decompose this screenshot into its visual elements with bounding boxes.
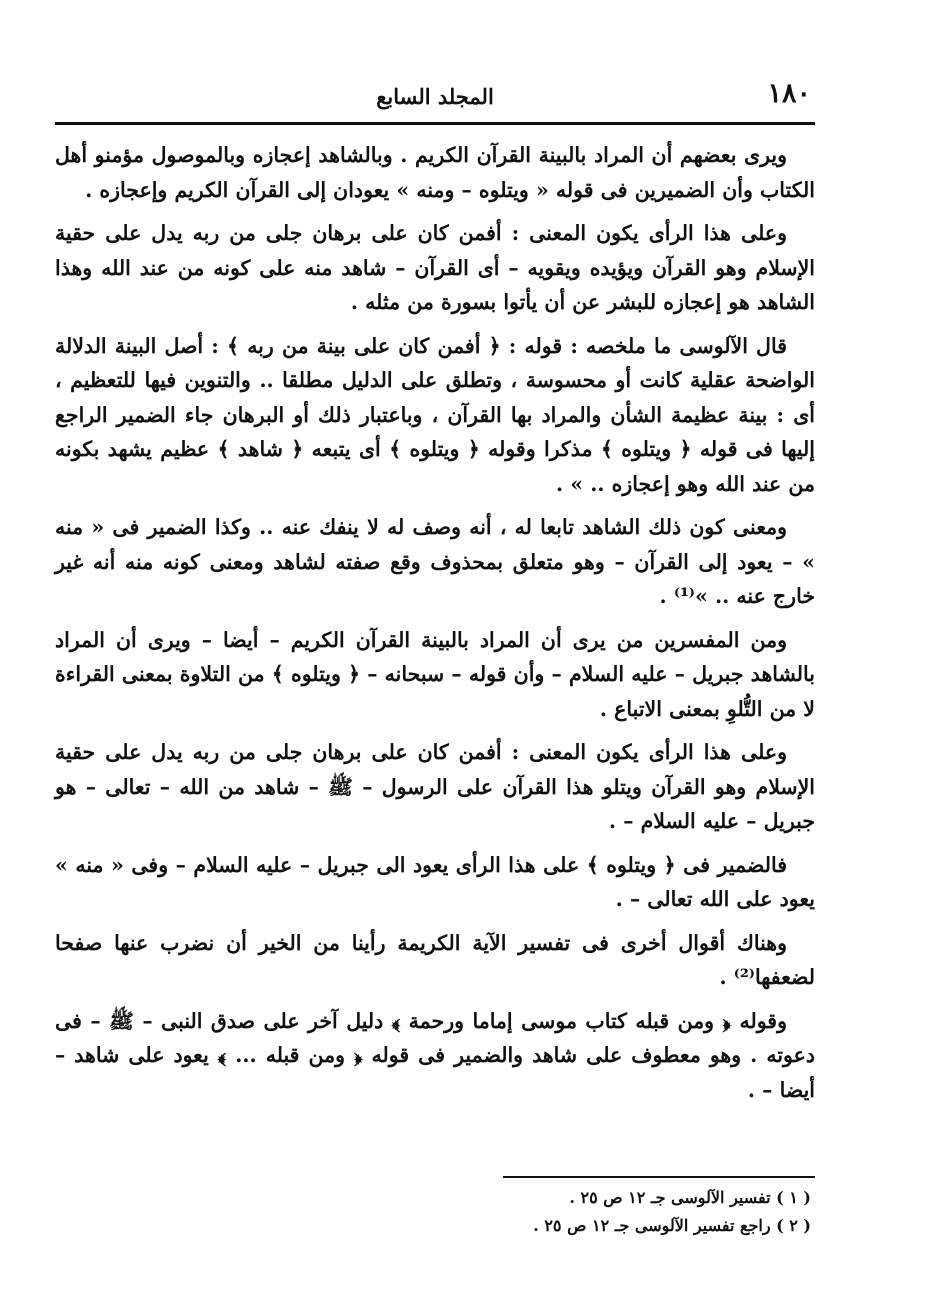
book-page bbox=[55, 0, 815, 1312]
paragraph: ومعنى كون ذلك الشاهد تابعا له ، أنه وصف له لا ينفك عنه .. وكذا الضمير فى « منه » – يعود إلى القرآن – وهو متعلق بمحذوف وقع صفته لشاهد ومعنى كونه منه أنه غير خارج عنه .. »⁽¹⁾ . bbox=[55, 515, 815, 608]
footnotes bbox=[55, 1184, 815, 1240]
paragraph: وعلى هذا الرأى يكون المعنى : أفمن كان على برهان جلى من ربه يدل على حقية الإسلام وهو القرآن ويتلو هذا القرآن على الرسول – ﷺ – شاهد من الله – تعالى – هو جبريل – عليه السلام – . bbox=[55, 740, 815, 833]
running-title: المجلد السابع bbox=[376, 84, 494, 109]
footnote-rule bbox=[503, 1176, 815, 1178]
paragraph: وقوله ﴿ ومن قبله كتاب موسى إماما ورحمة ﴾ دليل آخر على صدق النبى – ﷺ – فى دعوته . وهو معطوف على شاهد والضمير فى قوله ﴿ ومن قبله ... ﴾ يعود على شاهد – أيضا – . bbox=[55, 1008, 815, 1102]
paragraph: قال الآلوسى ما ملخصه : قوله : ﴿ أفمن كان على بينة من ربه ﴾ : أصل البينة الدلالة الواضحة عقلية كانت أو محسوسة ، وتطلق على الدليل مطلقا .. والتنوين فيها للتعظيم ، أى : بينة عظيمة الشأن والمراد بها القرآن ، وباعتبار ذلك أو البرهان جاء الضمير الراجع إليها فى قوله ﴿ ويتلوه ﴾ مذكرا وقوله ﴿ ويتلوه ﴾ أى يتبعه ﴿ شاهد ﴾ عظيم يشهد بكونه من عند الله وهو إعجازه .. » . bbox=[55, 333, 815, 496]
page-number: ١٨٠ bbox=[767, 78, 811, 109]
footnote: ( ١ ) تفسير الآلوسى جـ ١٢ ص ٢٥ . bbox=[569, 1188, 811, 1207]
body-text bbox=[55, 138, 815, 1116]
header-rule bbox=[55, 122, 815, 125]
paragraph: ويرى بعضهم أن المراد بالبينة القرآن الكريم . وبالشاهد إعجازه وبالموصول مؤمنو أهل الكتاب وأن الضميرين فى قوله « ويتلوه – ومنه » يعودان إلى القرآن الكريم وإعجازه . bbox=[55, 143, 815, 202]
paragraph: ومن المفسرين من يرى أن المراد بالبينة القرآن الكريم – أيضا – ويرى أن المراد بالشاهد جبريل – عليه السلام – وأن قوله – سبحانه – ﴿ ويتلوه ﴾ من التلاوة بمعنى القراءة لا من التُّلوِ بمعنى الاتباع . bbox=[55, 627, 815, 721]
page-header bbox=[55, 74, 815, 118]
paragraph: فالضمير فى ﴿ ويتلوه ﴾ على هذا الرأى يعود الى جبريل – عليه السلام – وفى « منه » يعود على الله تعالى – . bbox=[55, 852, 815, 911]
footnote: ( ٢ ) راجع تفسير الآلوسى جـ ١٢ ص ٢٥ . bbox=[533, 1216, 811, 1235]
paragraph: وهناك أقوال أخرى فى تفسير الآية الكريمة رأينا من الخير أن نضرب عنها صفحا لضعفها⁽²⁾ . bbox=[55, 930, 815, 989]
paragraph: وعلى هذا الرأى يكون المعنى : أفمن كان على برهان جلى من ربه يدل على حقية الإسلام وهو القرآن ويؤيده ويقويه – أى القرآن – شاهد منه على كونه من عند الله وهذا الشاهد هو إعجازه للبشر عن أن يأتوا بسورة من مثله . bbox=[55, 221, 815, 314]
